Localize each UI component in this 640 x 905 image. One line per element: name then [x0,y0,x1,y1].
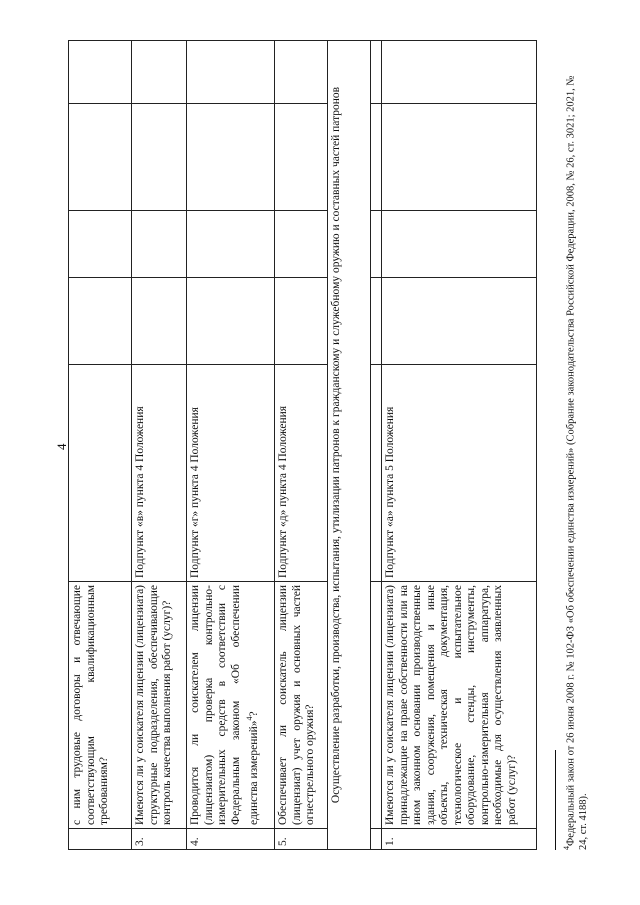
row-question: Имеются ли у соискателя лицензии (лицензиата) принадлежащие на праве собственности или на ином законном основании производственные здания, сооружения, помещения и иные объекты, техническая документация, технологическое и испытательное оборудование, стенды, инструменты, контрольно-измерительная аппаратура, необходимые для осуществления заявленных работ (услуг)? [382,582,537,829]
answer-cell-no [275,211,328,278]
spacer-cell [371,104,382,211]
checklist-table [68,40,537,850]
footnote-divider [555,750,556,850]
section-header-row [328,41,371,850]
spacer-cell [371,365,382,582]
table-row [187,41,275,850]
notes-cell [187,41,275,104]
spacer-cell [371,829,382,850]
spacer-cell [371,41,382,104]
question-text: Проводится ли соискателем лицензии (лицензиатом) проверка контрольно-измерительных средств в соответствии с Федеральным законом «Об обеспечении единства измерений» [189,585,260,825]
answer-cell-yes [69,278,132,365]
answer-cell-no [382,211,537,278]
section-title: Осуществление разработки, производства, испытания, утилизации патронов к гражданскому и служебному оружию и составных частей патронов [328,41,371,850]
answer-cell-na [382,104,537,211]
answer-cell-yes [132,278,187,365]
answer-cell-na [187,104,275,211]
answer-cell-no [132,211,187,278]
answer-cell-no [187,211,275,278]
notes-cell [132,41,187,104]
row-number: 4. [187,829,275,850]
row-question [187,582,275,829]
answer-cell-yes [275,278,328,365]
footnote-text: Федеральный закон от 26 июня 2008 г. № 102-ФЗ «Об обеспечении единства измерений» (Собрание законодательства Российской Федерации, 2008, № 26, ст. 3021; 2021, № 24, ст. 4188). [565,75,589,850]
answer-cell-na [69,104,132,211]
footnote [561,60,591,850]
page-number: 4 [54,443,69,450]
answer-cell-na [132,104,187,211]
row-number [69,829,132,850]
table-row [382,41,537,850]
answer-cell-yes [382,278,537,365]
row-question: с ним трудовые договоры и отвечающие соответствующим квалификационным требованиям? [69,582,132,829]
spacer-cell [371,278,382,365]
row-reference: Подпункт «в» пункта 4 Положения [132,365,187,582]
answer-cell-no [69,211,132,278]
table-row [275,41,328,850]
notes-cell [275,41,328,104]
table-row [132,41,187,850]
footnote-mark: 4 [562,846,571,850]
row-number: 1. [382,829,537,850]
row-question: Имеются ли у соискателя лицензии (лицензиата) структурные подразделения, обеспечивающие контроль качества выполнения работ (услуг)? [132,582,187,829]
row-question: Обеспечивает ли соискатель лицензии (лицензиат) учет оружия и основных частей огнестрельного оружия? [275,582,328,829]
spacer-cell [371,582,382,829]
row-reference [69,365,132,582]
spacer-cell [371,211,382,278]
table-row [69,41,132,850]
table-row [371,41,382,850]
row-number: 5. [275,829,328,850]
row-reference: Подпункт «г» пункта 4 Положения [187,365,275,582]
answer-cell-yes [187,278,275,365]
row-reference: Подпункт «д» пункта 4 Положения [275,365,328,582]
row-number: 3. [132,829,187,850]
question-tail: ? [247,711,260,717]
answer-cell-na [275,104,328,211]
footnote-mark: 4 [245,716,254,721]
notes-cell [69,41,132,104]
row-reference: Подпункт «а» пункта 5 Положения [382,365,537,582]
notes-cell [382,41,537,104]
